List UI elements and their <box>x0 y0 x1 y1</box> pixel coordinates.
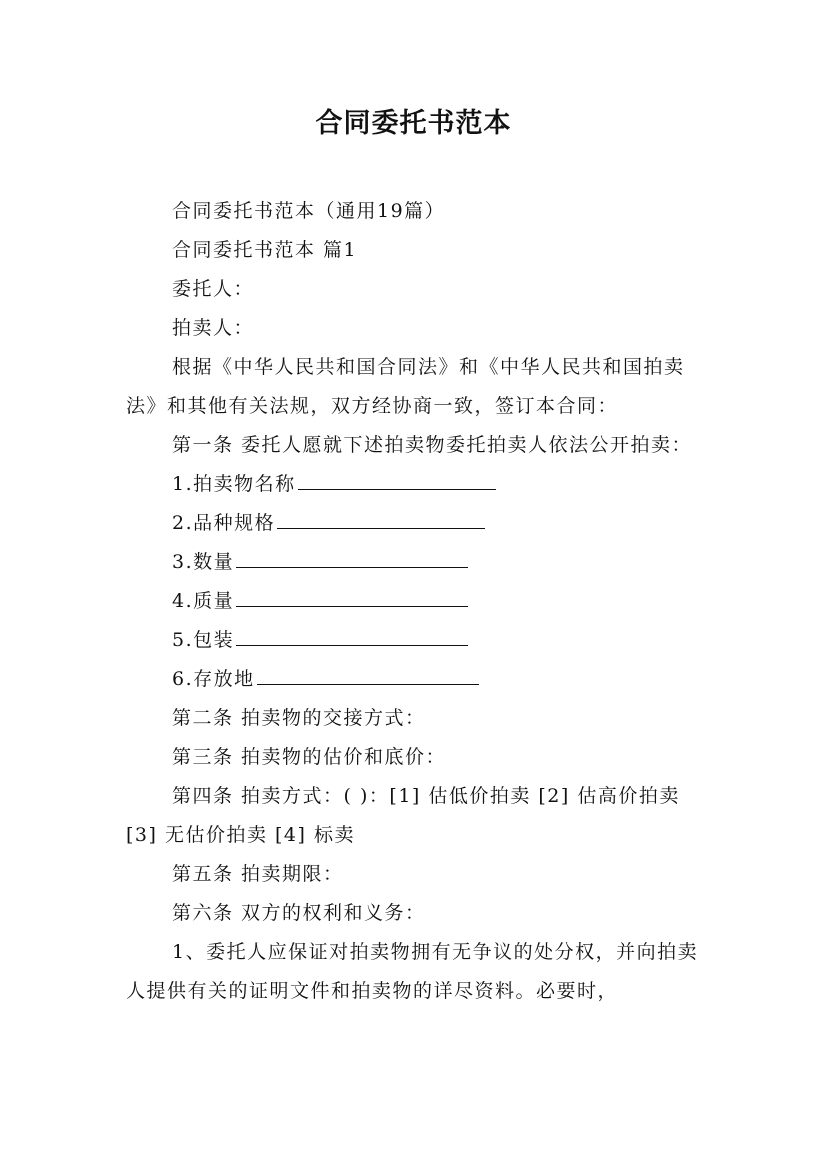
document-body <box>126 192 708 1011</box>
item-label: 4.质量 <box>172 590 235 612</box>
article-six: 第六条 双方的权利和义务： <box>172 902 426 924</box>
auctioneer-label: 拍卖人： <box>172 317 255 339</box>
item-line <box>126 621 708 660</box>
document-title: 合同委托书范本 <box>315 108 512 139</box>
subtitle-paragraph: 合同委托书范本（通用19篇） <box>172 200 446 222</box>
item-line <box>126 504 708 543</box>
blank-field <box>257 662 479 685</box>
article-two: 第二条 拍卖物的交接方式： <box>172 707 426 729</box>
blank-field <box>236 545 468 568</box>
item-label: 3.数量 <box>172 551 235 573</box>
article-one: 第一条 委托人愿就下述拍卖物委托拍卖人依法公开拍卖： <box>172 434 693 456</box>
item-line <box>126 465 708 504</box>
blank-field <box>236 584 468 607</box>
article-three: 第三条 拍卖物的估价和底价： <box>172 746 447 768</box>
article-five: 第五条 拍卖期限： <box>172 863 344 885</box>
item-line <box>126 660 708 699</box>
blank-field <box>277 506 485 529</box>
client-label: 委托人： <box>172 278 255 300</box>
item-label: 2.品种规格 <box>172 512 276 534</box>
preamble-paragraph: 根据《中华人民共和国合同法》和《中华人民共和国拍卖法》和其他有关法规，双方经协商一致，签订本合同： <box>126 356 685 417</box>
item-label: 1.拍卖物名称 <box>172 473 296 495</box>
item-label: 5.包装 <box>172 629 235 651</box>
item-label: 6.存放地 <box>172 668 255 690</box>
article-four: 第四条 拍卖方式：( )：[1] 估低价拍卖 [2] 估高价拍卖 [3] 无估价拍卖 [4] 标卖 <box>126 785 680 846</box>
section-heading: 合同委托书范本 篇1 <box>172 239 358 261</box>
blank-field <box>298 467 496 490</box>
item-line <box>126 543 708 582</box>
obligation-paragraph: 1、委托人应保证对拍卖物拥有无争议的处分权，并向拍卖人提供有关的证明文件和拍卖物的详尽资料。必要时， <box>126 941 699 1002</box>
item-line <box>126 582 708 621</box>
blank-field <box>236 623 468 646</box>
